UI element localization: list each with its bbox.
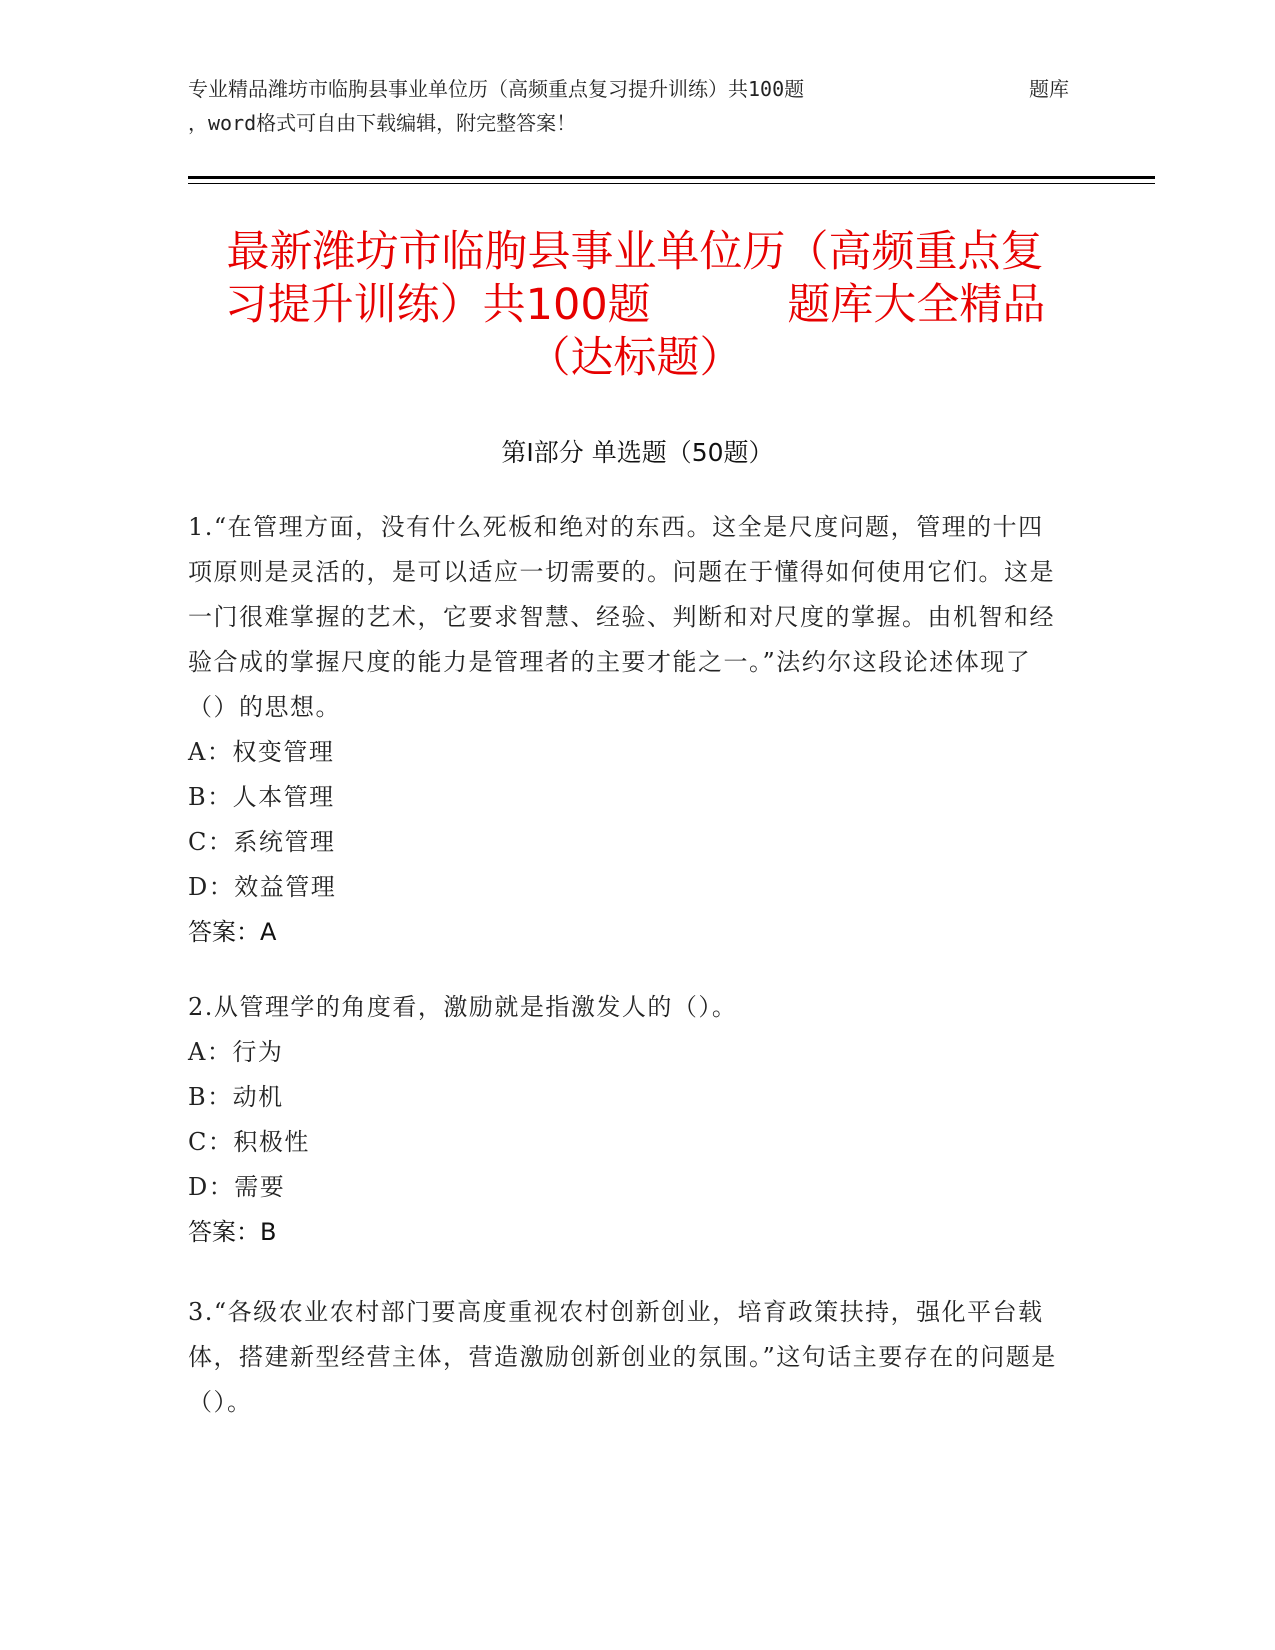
header-right-text: 题库 bbox=[1029, 77, 1069, 101]
question-text: 3.“各级农业农村部门要高度重视农村创新创业，培育政策扶持，强化平台载体，搭建新型经营主体，营造激励创新创业的氛围。”这句话主要存在的问题是（）。 bbox=[188, 1298, 1057, 1416]
question-1 bbox=[188, 505, 1058, 955]
title-line-2: 习提升训练）共100题 题库大全精品 bbox=[224, 280, 1046, 330]
option-d: D：效益管理 bbox=[188, 873, 337, 901]
option-c: C：系统管理 bbox=[188, 828, 336, 856]
question-3 bbox=[188, 1290, 1058, 1425]
header-line-2: ，word格式可自由下载编辑，附完整答案！ bbox=[188, 111, 577, 135]
header-rule-thin bbox=[188, 183, 1155, 184]
title-line-1: 最新潍坊市临朐县事业单位历（高频重点复 bbox=[226, 227, 1044, 277]
question-text: 1.“在管理方面，没有什么死板和绝对的东西。这全是尺度问题，管理的十四项原则是灵活的，是可以适应一切需要的。问题在于懂得如何使用它们。这是一门很难掌握的艺术，它要求智慧、经验、判断和对尺度的掌握。由机智和经验合成的掌握尺度的能力是管理者的主要才能之一。”法约尔这段论述体现了（）的思想。 bbox=[188, 513, 1055, 721]
option-a: A：行为 bbox=[188, 1038, 284, 1066]
question-text: 2.从管理学的角度看，激励就是指激发人的（）。 bbox=[188, 993, 738, 1021]
answer: 答案：B bbox=[188, 1218, 277, 1246]
option-d: D：需要 bbox=[188, 1173, 286, 1201]
question-2 bbox=[188, 985, 1058, 1255]
section-title: 第Ⅰ部分 单选题（50题） bbox=[501, 438, 774, 467]
option-b: B：动机 bbox=[188, 1083, 284, 1111]
answer: 答案：A bbox=[188, 918, 277, 946]
option-a: A：权变管理 bbox=[188, 738, 335, 766]
header-text: 专业精品潍坊市临朐县事业单位历（高频重点复习提升训练）共100题 bbox=[188, 77, 805, 101]
document-title bbox=[200, 226, 1070, 385]
page-header bbox=[188, 72, 1103, 140]
option-c: C：积极性 bbox=[188, 1128, 310, 1156]
header-line-1 bbox=[188, 72, 1103, 106]
header-rule-thick bbox=[188, 176, 1155, 179]
title-line-3: （达标题） bbox=[527, 333, 743, 383]
option-b: B：人本管理 bbox=[188, 783, 335, 811]
